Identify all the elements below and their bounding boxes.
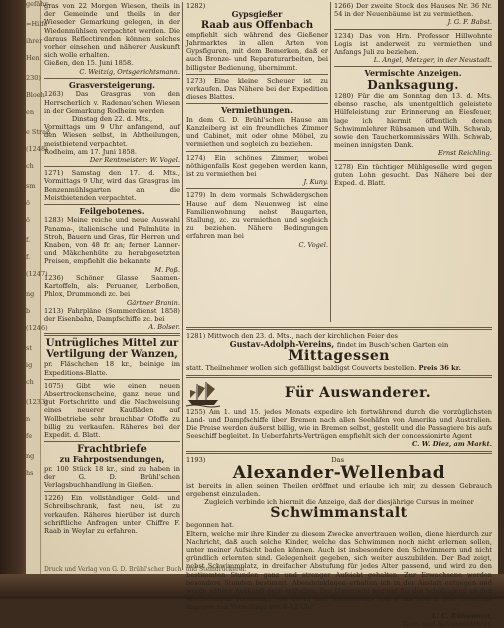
ad-signature: L. Angel, Metzger, in der Neustadt.	[373, 56, 492, 65]
gutter-fragment: ig	[26, 361, 33, 369]
rule	[186, 74, 328, 75]
gutter-fragment: ch	[26, 162, 34, 170]
dinner-body-text: statt. Theilnehmer wollen sich gefälligst baldigst Couverts bestellen.	[186, 364, 417, 373]
rule	[186, 188, 328, 189]
dinner-lead: 1281) Mittwoch den 23. d. Mts., nach der kirchlichen Feier des	[186, 332, 398, 340]
column-rule	[330, 2, 331, 322]
ad-text: 1280) Für die am Sonntag den 13. d. Mts. ebenso rasche, als unentgeltlich geleistete Hülfeleistung zur Erinnerung an Eiesfeuer, lage ich hiermit öffentlich denen Schwimmlehrer Rübsamen und Wilh. Schwab, sowie den Taucherkommissärs Wilh. Schwab, meinen innigsten Dank.	[334, 91, 492, 150]
rule	[44, 78, 180, 79]
ad-text: 1271) Samstag den 17. d. Mts., Vormittags 9 Uhr, wird das Grasgras im Benzenmühlsgarten an die Meistbietenden verpachtet.	[44, 169, 180, 202]
ad-signature: J. Kuny.	[303, 178, 328, 187]
rule	[186, 151, 328, 152]
ad-text: In dem G. D. Brühl'schen Hause am Kanzleiberg ist ein freundliches Zimmer und Cabinet, mit oder ohne Möbel, zu vermiethen und sogleich zu beziehen.	[186, 115, 328, 149]
gutter-text-fragments	[26, 0, 51, 574]
ad-text: Dinstag den 22. d. Mts.,	[71, 114, 153, 123]
gutter-fragment: en	[26, 108, 35, 116]
ad-text: Gießen, den 15. Juni 1858.	[44, 59, 134, 68]
rule	[334, 160, 492, 161]
gutter-fragment: Bloeh	[26, 91, 45, 99]
bath-name: Schwimmanstalt	[270, 505, 408, 522]
ad-text: 1075) Gibt wie einen neuen Absertrockenscheine, ganz neue und gut Fortschritte und die Nachweisung eines neuerer Kaufläden auf Wollbetriebe sehr brauchbar Ofoffe zu billig zu verkaufen. Räheres bei der Expedit. d. Blatt.	[44, 381, 180, 439]
ad-heading: zu Fahrpostsendungen,	[59, 454, 165, 465]
ad-text: Vormittags um 9 Uhr anfangend, auf den Wiesen selbst, in Abtheilungen, meistbietend verpachtet.	[44, 123, 180, 148]
emigrants-title: Für Auswanderer.	[284, 385, 432, 402]
rule	[334, 66, 492, 67]
dinner-body	[186, 364, 492, 372]
rule	[44, 441, 180, 442]
ad-heading: Frachtbriefe	[77, 444, 147, 456]
gutter-fragment: f.	[26, 236, 31, 244]
bath-das: Das	[331, 455, 344, 464]
gutter-fragment: ch	[26, 378, 34, 386]
gutter-fragment: (1248)	[26, 145, 48, 153]
ad-heading: Untrügliches Mittel zur Vertilgung der Wanzen,	[45, 338, 179, 361]
rule	[44, 166, 180, 167]
bath-subheading: Zugleich verbinde ich hiermit die Anzeige, daß der diesjährige Cursus in meiner	[204, 498, 474, 507]
ad-text: 1234) Das von Hrn. Professor Hillwohnte Logis ist anderweit zu vermiethen und Anfangs Juli zu beziehen.	[334, 31, 492, 57]
ad-text: empfiehlt sich während des Gießener Jahrmarktes in allen Arten von Gypsfiguren, mit dem Bemerken, daß er auch Bronze- und Reparaturarbeiten, bei billigster Bedienung, übernimmt.	[186, 30, 328, 72]
wide-advertisements	[186, 325, 492, 628]
ad-signature: Der Rentmeister: W. Vogel.	[89, 155, 180, 164]
bath-begun: begonnen hat.	[186, 521, 234, 530]
newspaper-page	[26, 0, 498, 628]
printer-footer: Druck und Verlag von G. D. Brühl'scher Buch- und Steindruckerei.	[44, 566, 247, 573]
ad-text: 1274) Ein schönes Zimmer, wobei nöthigenfalls Kost gegeben werden kann, ist zu vermiethen bei	[186, 153, 328, 179]
gutter-fragment: b	[26, 307, 31, 315]
gutter-fragment: fe	[26, 432, 33, 440]
gutter-fragment: gefähr-	[26, 0, 50, 8]
gutter-fragment: 230)	[26, 74, 41, 82]
rule	[334, 29, 492, 30]
sailing-ship-icon	[186, 380, 220, 408]
gutter-fragment: n	[26, 415, 31, 423]
gutter-fragment: ng	[26, 452, 35, 460]
ad-text: 1282)	[186, 2, 206, 10]
column-left	[44, 2, 180, 570]
gutter-fragment: ng	[26, 290, 35, 298]
ad-text: Rodheim, am 17. Juni 1858.	[44, 147, 137, 156]
ad-text: 1213) Fahrpläne (Sommerdienst 1858) der Eisenbahn, Dampfschiffe zc. bei	[44, 306, 180, 323]
dinner-place: findet im Busch'schen Garten ein	[336, 341, 449, 350]
rule	[44, 204, 180, 205]
ad-heading: Vermiethungen.	[221, 105, 293, 116]
emigrants-ad	[186, 380, 492, 408]
ad-signature: C. Weitzig, Ortsgerichtsmann.	[79, 67, 180, 76]
ad-heading: Danksagung.	[367, 77, 459, 92]
double-rule	[186, 327, 492, 330]
ad-signature: A. Bolser.	[148, 323, 180, 332]
ad-text: 1226) Ein vollständiger Geld- und Schreibschrank, fast neu, ist zu verkaufen. Räheres hierüber ist durch schriftliche Anfragen unter Chiffre F. Raab in Weylar zu erfahren.	[44, 494, 180, 536]
ad-signature: M. Poß.	[154, 265, 180, 274]
ad-signature: Gärtner Branin.	[126, 298, 180, 307]
rule	[44, 379, 180, 380]
gutter-fragment: hs	[26, 469, 34, 477]
column-right	[334, 2, 492, 322]
emigrants-body: 1255) Am 1. und 15. jedes Monats expedire ich fortwährend durch die vorzüglichsten Land- und Dampfschiffe über Bremen nach allen Seehäfen von Amerika und Australien. Die Preise werden äußerst billig, wie in Bremen selbst, gestellt und die Passagiere bis aufs Seeschiff begleitet. In Ueberfahrts-Verträgen empfiehlt sich der concessionirte Agent	[186, 407, 492, 441]
ad-text: 1273) Eine kleine Scheuer ist zu verkaufen. Das Nähere bei der Expedition dieses Blattes.	[186, 76, 328, 102]
ad-heading: Gypsgießer	[231, 9, 283, 20]
ad-text: 1279) In dem vormals Schwädergschen Hause auf dem Neuenweg ist eine Familienwohnung nebst Baugarten, Stallung, zc. zu vermiethen und sogleich zu beziehen. Nähere Bedingungen erfahren man bei	[186, 191, 328, 241]
rule	[44, 491, 180, 492]
gutter-fragment: ihrer	[26, 37, 43, 45]
gutter-fragment: e Straß	[26, 128, 51, 136]
rule	[44, 333, 180, 336]
ad-text: pr. 100 Stück 18 kr., sind zu haben in der G. D. Brühl'schen Verlagsbuchhandlung in Gießen.	[44, 464, 180, 490]
gutter-fragment: ö	[26, 216, 30, 224]
ad-text: 1278) Ein tüchtiger Mühlgeselle wird gegen guten Lohn gesucht. Das Nähere bei der Exped. d. Blatt.	[334, 162, 492, 187]
ad-text: 1266) Der zweite Stock des Hauses Nr. 36 Nr. 54 in der Neuenbäume ist zu vermiethen.	[334, 2, 492, 19]
dinner-title: Mittagessen	[288, 348, 390, 365]
bath-signature-title: Turn- und Schwimmlehrer.	[402, 619, 492, 628]
gutter-fragment: ö	[26, 199, 30, 207]
ad-text: 1283) Meine reiche und neue Auswahl Panama-, italienische und Palmhüte in Stroh, Bauern und Gras, für Herren und Knaben, von 48 fr. an; ferner Lanner- und Mäkchenhüte zu herabgesetzten Preisen, empfiehlt die bekannte	[44, 216, 180, 266]
ad-text: gras von 22 Morgen Wiesen, theils in der Gemeinde und theils in der Wieseder Gemarkung gelegen, in der Wiedenmühlsen verpachtet werden. Die daraus Reflectirenden können solches vorher einsehen und näherer Auskunft sich wolle erhalten.	[44, 2, 180, 60]
bath-intro: ist bereits in allen seinen Theilen eröffnet und erlaube ich mir, zu dessen Gebrauch ergebenst einzuladen.	[186, 481, 492, 499]
ad-text: pr. Fläschchen 18 kr., beinige im Expeditions-Blatte.	[44, 360, 180, 377]
double-rule	[186, 451, 492, 454]
ad-heading: Feilgebotenes.	[79, 205, 145, 216]
gutter-fragment: =Hilfe	[26, 20, 48, 28]
double-rule	[186, 375, 492, 378]
ad-text: 1263) Das Grasgras von den Herrscherlich v. Radenau'schen Wiesen in der Gemarkung Rodheim werden	[44, 90, 180, 115]
ad-heading: Vermischte Anzeigen.	[364, 68, 462, 79]
gutter-fragment: f.	[26, 253, 31, 261]
bath-signature-name: L. C. Rübsamen,	[431, 611, 492, 620]
bath-title: Alexander-Wellenbad	[232, 462, 446, 483]
bath-number: 1193)	[186, 455, 206, 464]
ad-signature: Ernst Reichling.	[437, 149, 492, 158]
gutter-fragment: st	[26, 344, 32, 352]
dinner-org-name: Gustav-Adolph-Vereins,	[229, 339, 335, 350]
gutter-fragment: (1246)	[26, 324, 48, 332]
gutter-fragment: (1233)	[26, 398, 48, 406]
column-middle	[186, 2, 328, 322]
gutter-fragment: sm	[26, 182, 36, 190]
gutter-fragment: (1247)	[26, 270, 48, 278]
dinner-price: Preis 36 kr.	[418, 364, 461, 373]
emigrants-signature: C. W. Diez, am Markt.	[412, 440, 492, 449]
ad-heading: Grasversteigerung.	[69, 79, 155, 90]
ad-text: 1236) Schöner Glasse Saamen-Kartoffeln, als: Peruaner, Lerboßen, Phlox, Drummondi zc. bei	[44, 273, 180, 299]
column-rule	[182, 2, 183, 570]
ad-heading: Raab aus Offenbach	[200, 19, 314, 31]
rule	[186, 103, 328, 104]
bath-body: Eltern, welche mir ihre Kinder zu diesem Zwecke anvertrauen wollen, diene hierdurch zur Nachricht, daß auch solche Kinder, welche das Schwimmen noch nicht erlernen sollen, unter meiner Aufsicht baden können. Auch ist insbesondere den Schwimmern und nicht gründlich erlernten sind. Gelegenheit gegeben, sich weiter auszubilden. Der Bad zeigt, nebst Schwimmplatz, in dreifacher Abstufung für jedes Alter passend, und wird zu den bestimmten Stunden ganz und strenger Aufsicht gehalten. Zur Erwachsene werden besondere Stunden bestimmt. Abendeinklagen erhalten ich in der Anstalt entgegen und werde nähere Auskunft gern ertheilen. Der Unterricht beginnt für die Schuljugend an den Wochentagen Vormittags von 10-12 und Nachmittags von 4 bis bald 8 Uhr, Sonntags dagegen nur Vormittags von 8-12 Uhr.	[186, 529, 492, 612]
gutter-fragment: Hen	[26, 54, 40, 62]
ad-signature: C. Vogel.	[298, 240, 328, 249]
ad-signature: J. G. F. Babst.	[447, 18, 492, 27]
